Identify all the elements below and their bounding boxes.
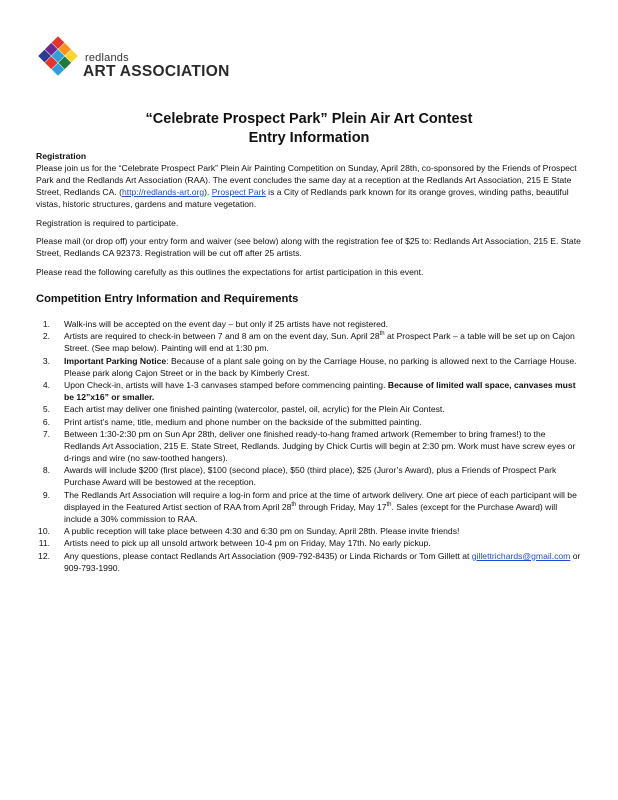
list-item xyxy=(36,490,584,526)
item-number: 5. xyxy=(42,404,50,415)
item-text: Upon Check-in, artists will have 1-3 canvases stamped before commencing painting. xyxy=(64,380,388,391)
item-text: Awards will include $200 (first place), $100 (second place), $50 (third place), $25 (Juror’s Award), plus a Friends of Prospect Park Purchase Award will be bestowed at the reception. xyxy=(64,465,557,488)
item-sup: th xyxy=(379,331,385,338)
item-bold-text: Important Parking Notice xyxy=(64,355,167,366)
email-link[interactable]: gillettrichards@gmail.com xyxy=(471,550,571,561)
list-item xyxy=(36,429,584,465)
item-text: Each artist may deliver one finished painting (watercolor, pastel, oil, acrylic) for the Plein Air Contest. xyxy=(64,404,445,415)
item-text: Print artist’s name, title, medium and phone number on the backside of the submitted painting. xyxy=(64,416,422,427)
list-item xyxy=(36,538,584,550)
requirements-heading: Competition Entry Information and Requirements xyxy=(36,293,299,306)
document-body xyxy=(36,151,584,575)
item-text: : Because of a plant sale going on by the Carriage House, no parking is allowed next to the Carriage House. Please park along Cajon Street or in the back by Kimberly Crest. xyxy=(64,355,577,378)
registration-required: Registration is required to participate. xyxy=(36,217,179,228)
item-text: Between 1:30-2:30 pm on Sun Apr 28th, deliver one finished ready-to-hang framed artwork (Remember to bring frames!) to the Redlands Art Association, 215 E. State Street, Redlands. Judging by Chick Curtis will begin at 2:30 pm. Work must have screw eyes or d-rings and wire (no saw-toothed hangers). xyxy=(64,429,576,464)
intro-text-mid: ). xyxy=(204,186,212,197)
item-sup: th xyxy=(386,501,392,508)
item-number: 8. xyxy=(42,465,50,476)
item-text: at Prospect Park – a table will be set up on Cajon Street. (See map below). Painting will end at 1:30 pm. xyxy=(64,331,575,354)
item-sup: th xyxy=(291,501,297,508)
intro-text-post: is a City of Redlands park known for its orange groves, winding paths, beautiful vistas, historic structures, gardens and mature vegetation. xyxy=(36,186,569,209)
page-title xyxy=(0,110,618,148)
item-number: 7. xyxy=(42,429,50,440)
title-line-1: “Celebrate Prospect Park” Plein Air Art Contest xyxy=(145,111,473,127)
logo-mark-icon xyxy=(36,34,80,78)
item-number: 4. xyxy=(42,380,50,391)
item-number: 9. xyxy=(42,489,50,500)
list-item xyxy=(36,465,584,489)
list-item xyxy=(36,417,584,429)
item-number: 6. xyxy=(42,416,50,427)
list-item xyxy=(36,404,584,416)
item-text: The Redlands Art Association will require a log-in form and price at the time of artwork delivery. One art piece of each participant will be displayed in the Featured Artist section of RAA from April 28 xyxy=(64,489,577,512)
registration-heading: Registration xyxy=(36,151,87,161)
logo-small-text: redlands xyxy=(85,52,129,64)
item-text: Artists are required to check-in between 7 and 8 am on the event day, Sun. April 28 xyxy=(64,331,380,342)
item-number: 2. xyxy=(42,331,50,342)
list-item xyxy=(36,526,584,538)
logo xyxy=(36,34,236,84)
website-link[interactable]: http://redlands-art.org xyxy=(121,186,205,197)
logo-big-text: ART ASSOCIATION xyxy=(83,63,230,80)
intro-text-pre: Please join us for the “Celebrate Prospect Park” Plein Air Painting Competition on Sunday, April 28th, co-sponsored by the Friends of Prospect Park and the Redlands Art Association (RAA). The event concludes the same day at a reception at the Redlands Art Association, 215 E State Street, Redlands CA. ( xyxy=(36,162,577,197)
registration-read: Please read the following carefully as this outlines the expectations for artist participation in this event. xyxy=(36,267,424,278)
item-bold-text: Because of limited wall space, canvases must be 12”x16” or smaller. xyxy=(64,380,576,402)
list-item xyxy=(36,319,584,331)
item-text: Any questions, please contact Redlands Art Association (909-792-8435) or Linda Richards or Tom Gillett at xyxy=(64,550,472,561)
prospect-park-link[interactable]: Prospect Park xyxy=(211,186,266,197)
item-text: . Sales (except for the Purchase Award) will include a 30% commission to RAA. xyxy=(64,501,558,524)
item-text: through Friday, May 17 xyxy=(296,501,387,512)
requirements-list xyxy=(36,319,584,575)
list-item xyxy=(36,380,584,404)
item-text: A public reception will take place between 4:30 and 6:30 pm on Sunday, April 28th. Please invite friends! xyxy=(64,525,460,536)
item-text: or 909-793-1990. xyxy=(64,550,581,573)
registration-mail: Please mail (or drop off) your entry form and waiver (see below) along with the registration fee of $25 to: Redlands Art Association, 215 E. State Street, Redlands CA 92373. Registration will be cut off after 25 artists. xyxy=(36,236,581,259)
list-item xyxy=(36,551,584,575)
item-number: 11. xyxy=(38,538,50,549)
title-line-2: Entry Information xyxy=(248,130,370,146)
list-item xyxy=(36,356,584,380)
item-text: Artists need to pick up all unsold artwork between 10-4 pm on Friday, May 17th. No early pickup. xyxy=(64,538,431,549)
item-text: Walk-ins will be accepted on the event day – but only if 25 artists have not registered. xyxy=(64,319,389,330)
item-number: 3. xyxy=(42,355,50,366)
item-number: 12. xyxy=(38,550,50,561)
registration-intro xyxy=(36,163,584,211)
item-number: 1. xyxy=(42,319,50,330)
item-number: 10. xyxy=(38,525,50,536)
list-item xyxy=(36,331,584,355)
